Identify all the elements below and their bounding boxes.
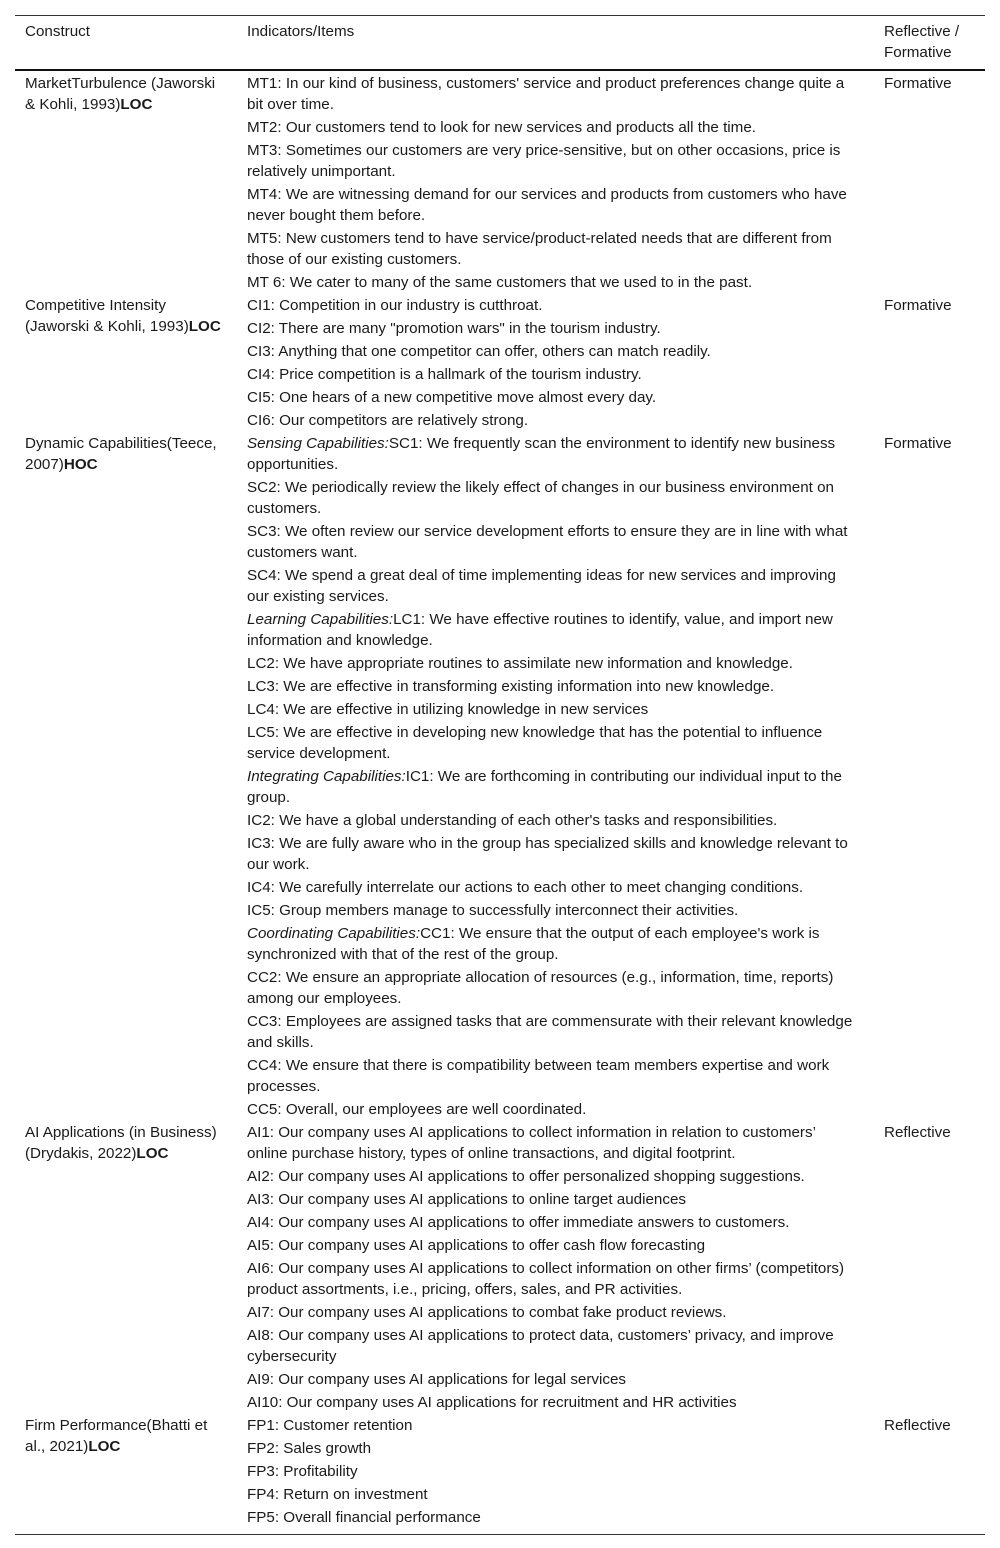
indicator-item [247,1369,860,1390]
indicator-text: AI8: Our company uses AI applications to protect data, customers’ privacy, and improve cybersecurity [247,1327,834,1365]
indicator-text: AI7: Our company uses AI applications to combat fake product reviews. [247,1304,727,1321]
type-cell: Formative [884,297,952,314]
table-row [15,1122,985,1415]
indicator-text: FP1: Customer retention [247,1417,413,1434]
indicator-text: AI2: Our company uses AI applications to offer personalized shopping suggestions. [247,1168,805,1185]
constructs-table [15,15,985,1535]
indicator-item [247,810,860,831]
indicator-item [247,722,860,764]
indicator-text: AI10: Our company uses AI applications for recruitment and HR activities [247,1394,737,1411]
indicator-item [247,1011,860,1053]
indicator-item [247,341,860,362]
indicator-item [247,766,860,808]
indicator-text: MT3: Sometimes our customers are very price-sensitive, but on other occasions, price is relatively unimportant. [247,142,841,180]
indicator-text: AI1: Our company uses AI applications to collect information in relation to customers’ online purchase history, types of online transactions, and digital footprint. [247,1124,816,1162]
construct-level: LOC [188,318,221,335]
indicator-text: LC3: We are effective in transforming existing information into new knowledge. [247,678,775,695]
indicator-item [247,387,860,408]
indicator-item [247,1212,860,1233]
indicator-text: CC2: We ensure an appropriate allocation of resources (e.g., information, time, reports) among our employees. [247,969,834,1007]
indicator-text: MT2: Our customers tend to look for new services and products all the time. [247,119,756,136]
constructs-table-container [15,15,985,1535]
construct-name: MarketTurbulence (Jaworski & Kohli, 1993) [25,75,216,113]
indicator-item [247,565,860,607]
construct-cell [15,295,237,433]
indicator-text: CI4: Price competition is a hallmark of the tourism industry. [247,366,642,383]
indicator-text: FP5: Overall financial performance [247,1509,481,1526]
type-cell: Formative [884,75,952,92]
indicator-text: MT4: We are witnessing demand for our services and products from customers who have never bought them before. [247,186,847,224]
indicator-text: LC2: We have appropriate routines to assimilate new information and knowledge. [247,655,793,672]
indicator-text: SC3: We often review our service development efforts to ensure they are in line with what customers want. [247,523,848,561]
indicator-item [247,699,860,720]
items-cell [237,295,874,433]
type-cell: Formative [884,435,952,452]
items-cell [237,1122,874,1415]
indicator-item [247,653,860,674]
indicator-text: SC4: We spend a great deal of time implementing ideas for new services and improving our existing services. [247,567,836,605]
sub-dimension-label: Integrating Capabilities: [247,768,406,785]
header-type: Reflective / Formative [884,23,960,61]
indicator-text: LC4: We are effective in utilizing knowledge in new services [247,701,649,718]
indicator-text: AI3: Our company uses AI applications to online target audiences [247,1191,687,1208]
table-row [15,70,985,295]
indicator-item [247,877,860,898]
indicator-item [247,609,860,651]
indicator-text: MT1: In our kind of business, customers' service and product preferences change quite a bit over time. [247,75,845,113]
construct-name: AI Applications (in Business)(Drydakis, 2022) [25,1124,217,1162]
indicator-text: MT 6: We cater to many of the same customers that we used to in the past. [247,274,753,291]
indicator-item [247,410,860,431]
indicator-item [247,1461,860,1482]
indicator-text: IC2: We have a global understanding of each other's tasks and responsibilities. [247,812,778,829]
indicator-text: CC4: We ensure that there is compatibility between team members expertise and work processes. [247,1057,830,1095]
construct-cell [15,1122,237,1415]
construct-cell [15,433,237,1122]
indicator-text: AI4: Our company uses AI applications to offer immediate answers to customers. [247,1214,790,1231]
indicator-text: AI6: Our company uses AI applications to collect information on other firms’ (competitors) product assortments, i.e., pricing, offers, sales, and PR activities. [247,1260,845,1298]
indicator-item [247,1099,860,1120]
indicator-text: FP2: Sales growth [247,1440,372,1457]
construct-cell [15,70,237,295]
sub-dimension-label: Sensing Capabilities: [247,435,389,452]
construct-name: Firm Performance(Bhatti et al., 2021) [25,1417,208,1455]
indicator-text: CI2: There are many "promotion wars" in the tourism industry. [247,320,661,337]
header-row [15,16,985,71]
header-items: Indicators/Items [247,23,355,40]
indicator-item [247,184,860,226]
indicator-text: CI5: One hears of a new competitive move almost every day. [247,389,657,406]
indicator-item [247,967,860,1009]
indicator-text: AI5: Our company uses AI applications to offer cash flow forecasting [247,1237,706,1254]
construct-cell [15,1415,237,1535]
construct-name: Dynamic Capabilities(Teece, 2007) [25,435,217,473]
items-cell [237,70,874,295]
indicator-item [247,1258,860,1300]
indicator-item [247,1302,860,1323]
indicator-item [247,1484,860,1505]
indicator-item [247,318,860,339]
indicator-text: IC4: We carefully interrelate our actions to each other to meet changing conditions. [247,879,804,896]
indicator-text: IC1: We are forthcoming in contributing our individual input to the group. [247,768,842,806]
indicator-text: IC3: We are fully aware who in the group has specialized skills and knowledge relevant to our work. [247,835,848,873]
table-body [15,70,985,1535]
indicator-text: FP4: Return on investment [247,1486,428,1503]
indicator-item [247,1507,860,1528]
indicator-item [247,1438,860,1459]
construct-level: LOC [120,96,153,113]
indicator-text: SC1: We frequently scan the environment to identify new business opportunities. [247,435,836,473]
indicator-item [247,923,860,965]
indicator-text: CC5: Overall, our employees are well coordinated. [247,1101,587,1118]
table-row [15,433,985,1122]
indicator-item [247,272,860,293]
indicator-item [247,228,860,270]
construct-name: Competitive Intensity (Jaworski & Kohli, 1993) [25,297,189,335]
type-cell: Reflective [884,1124,951,1141]
table-row [15,295,985,433]
indicator-item [247,1122,860,1164]
indicator-item [247,900,860,921]
items-cell [237,1415,874,1535]
indicator-item [247,1235,860,1256]
indicator-text: IC5: Group members manage to successfully interconnect their activities. [247,902,739,919]
indicator-text: CC1: We ensure that the output of each employee's work is synchronized with that of the rest of the group. [247,925,820,963]
indicator-text: CI1: Competition in our industry is cutthroat. [247,297,543,314]
indicator-text: LC1: We have effective routines to identify, value, and import new information and knowledge. [247,611,833,649]
indicator-text: MT5: New customers tend to have service/product-related needs that are different from those of our existing customers. [247,230,832,268]
indicator-text: CC3: Employees are assigned tasks that are commensurate with their relevant knowledge and skills. [247,1013,853,1051]
sub-dimension-label: Learning Capabilities: [247,611,394,628]
indicator-item [247,1055,860,1097]
indicator-item [247,521,860,563]
indicator-text: LC5: We are effective in developing new knowledge that has the potential to influence service development. [247,724,823,762]
indicator-item [247,676,860,697]
indicator-item [247,477,860,519]
table-row [15,1415,985,1535]
construct-level: LOC [136,1145,169,1162]
indicator-text: AI9: Our company uses AI applications for legal services [247,1371,627,1388]
construct-level: HOC [63,456,98,473]
indicator-item [247,140,860,182]
indicator-item [247,1415,860,1436]
type-cell: Reflective [884,1417,951,1434]
header-construct: Construct [25,23,90,40]
items-cell [237,433,874,1122]
sub-dimension-label: Coordinating Capabilities: [247,925,421,942]
indicator-item [247,117,860,138]
construct-level: LOC [88,1438,121,1455]
indicator-text: CI3: Anything that one competitor can offer, others can match readily. [247,343,711,360]
indicator-item [247,1166,860,1187]
indicator-item [247,364,860,385]
indicator-item [247,1189,860,1210]
indicator-item [247,1392,860,1413]
indicator-text: SC2: We periodically review the likely effect of changes in our business environment on customers. [247,479,834,517]
indicator-item [247,1325,860,1367]
indicator-item [247,295,860,316]
indicator-text: CI6: Our competitors are relatively strong. [247,412,529,429]
indicator-text: FP3: Profitability [247,1463,358,1480]
indicator-item [247,833,860,875]
table-header [15,16,985,71]
indicator-item [247,433,860,475]
indicator-item [247,73,860,115]
